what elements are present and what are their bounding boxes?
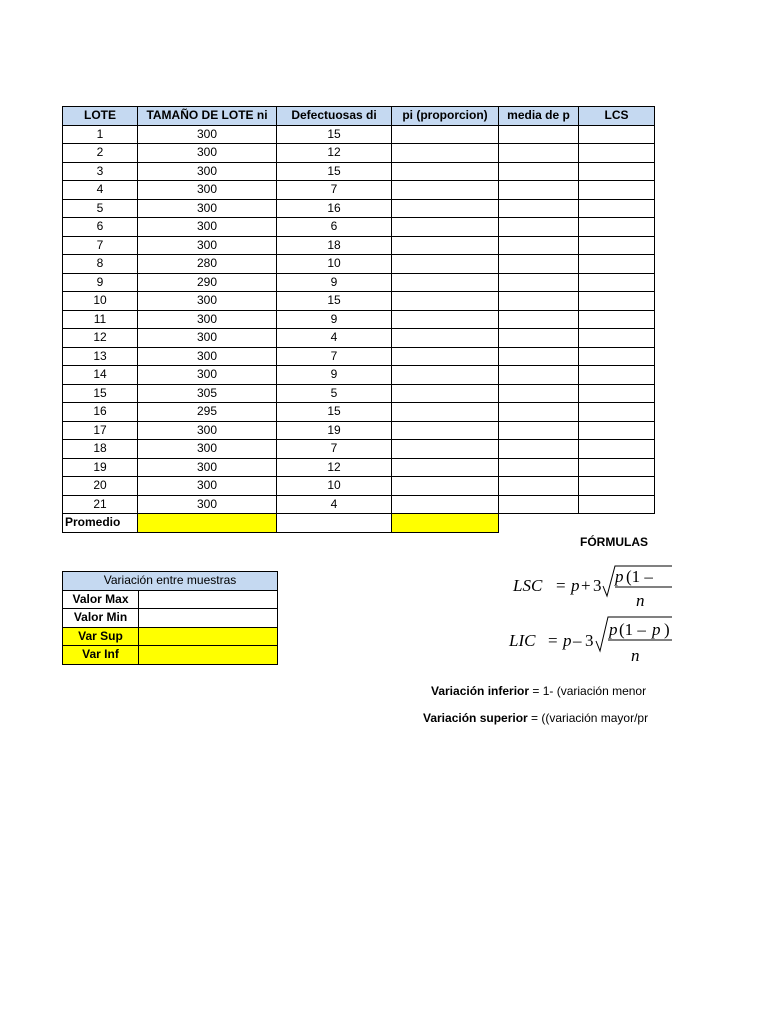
lic-label: LIC <box>509 631 536 650</box>
media-cell[interactable] <box>499 403 579 422</box>
tamano-cell[interactable]: 300 <box>138 162 277 181</box>
lote-cell[interactable]: 21 <box>63 495 138 514</box>
defectuosas-cell[interactable]: 10 <box>277 255 392 274</box>
svg-text:p: p <box>615 567 624 586</box>
table-row <box>63 421 655 440</box>
table-row <box>63 199 655 218</box>
table-row <box>63 366 655 385</box>
lcs-cell[interactable] <box>579 181 655 200</box>
media-cell[interactable] <box>499 162 579 181</box>
valor-min-label: Valor Min <box>63 609 139 628</box>
defectuosas-cell[interactable]: 12 <box>277 144 392 163</box>
tamano-cell[interactable]: 300 <box>138 347 277 366</box>
pi-cell[interactable] <box>392 199 499 218</box>
table-row <box>63 458 655 477</box>
variacion-inferior-label: Variación inferior <box>431 684 530 698</box>
variation-row <box>63 627 278 646</box>
defectuosas-cell[interactable]: 15 <box>277 125 392 144</box>
svg-text:p: p <box>652 620 661 639</box>
lcs-cell[interactable] <box>579 310 655 329</box>
lcs-cell[interactable] <box>579 329 655 348</box>
formulas-title: FÓRMULAS <box>580 535 648 549</box>
empty-cell <box>579 514 655 533</box>
media-cell[interactable] <box>499 144 579 163</box>
variation-row <box>63 646 278 665</box>
svg-text:n: n <box>636 591 645 610</box>
tamano-cell[interactable]: 300 <box>138 477 277 496</box>
var-sup-label: Var Sup <box>63 627 139 646</box>
table-row <box>63 329 655 348</box>
lote-cell[interactable]: 18 <box>63 440 138 459</box>
pi-cell[interactable] <box>392 125 499 144</box>
svg-text:): ) <box>664 620 670 639</box>
pi-cell[interactable] <box>392 236 499 255</box>
table-row <box>63 144 655 163</box>
lcs-cell[interactable] <box>579 218 655 237</box>
defectuosas-cell[interactable]: 7 <box>277 181 392 200</box>
lote-cell[interactable]: 7 <box>63 236 138 255</box>
table-row <box>63 495 655 514</box>
col-header-tamano: TAMAÑO DE LOTE ni <box>138 107 277 126</box>
defectuosas-cell[interactable]: 16 <box>277 199 392 218</box>
pi-cell[interactable] <box>392 218 499 237</box>
defectuosas-cell[interactable]: 4 <box>277 495 392 514</box>
media-cell[interactable] <box>499 181 579 200</box>
lcs-cell[interactable] <box>579 199 655 218</box>
svg-text:p: p <box>571 576 580 595</box>
tamano-cell[interactable]: 290 <box>138 273 277 292</box>
defectuosas-cell[interactable]: 9 <box>277 310 392 329</box>
lcs-cell[interactable] <box>579 347 655 366</box>
media-cell[interactable] <box>499 384 579 403</box>
lsc-label: LSC <box>513 576 543 595</box>
pi-cell[interactable] <box>392 495 499 514</box>
lcs-cell[interactable] <box>579 384 655 403</box>
lote-cell[interactable]: 12 <box>63 329 138 348</box>
lote-cell[interactable]: 1 <box>63 125 138 144</box>
media-cell[interactable] <box>499 366 579 385</box>
media-cell[interactable] <box>499 273 579 292</box>
lcs-cell[interactable] <box>579 458 655 477</box>
pi-cell[interactable] <box>392 384 499 403</box>
lote-cell[interactable]: 8 <box>63 255 138 274</box>
tamano-cell[interactable]: 300 <box>138 310 277 329</box>
svg-text:(1 –: (1 – <box>626 567 653 586</box>
tamano-cell[interactable]: 300 <box>138 329 277 348</box>
variation-title-row <box>63 572 278 591</box>
tamano-cell[interactable]: 300 <box>138 495 277 514</box>
variation-row <box>63 590 278 609</box>
pi-cell[interactable] <box>392 347 499 366</box>
table-row <box>63 347 655 366</box>
svg-text:3: 3 <box>585 631 594 650</box>
variacion-inferior-text: = 1- (variación menor <box>529 684 647 698</box>
tamano-cell[interactable]: 300 <box>138 292 277 311</box>
tamano-cell[interactable]: 300 <box>138 421 277 440</box>
svg-text:p: p <box>563 631 572 650</box>
lcs-cell[interactable] <box>579 477 655 496</box>
svg-text:–: – <box>573 631 582 650</box>
table-row <box>63 440 655 459</box>
variacion-superior-text: = ((variación mayor/pr <box>527 711 649 725</box>
lot-data-table <box>62 106 655 533</box>
media-cell[interactable] <box>499 125 579 144</box>
pi-cell[interactable] <box>392 421 499 440</box>
svg-text:3: 3 <box>593 576 602 595</box>
table-row <box>63 162 655 181</box>
tamano-cell[interactable]: 300 <box>138 458 277 477</box>
table-row <box>63 255 655 274</box>
lote-cell[interactable]: 5 <box>63 199 138 218</box>
col-header-media: media de p <box>499 107 579 126</box>
table-row <box>63 218 655 237</box>
pi-cell[interactable] <box>392 477 499 496</box>
lcs-cell[interactable] <box>579 236 655 255</box>
media-cell[interactable] <box>499 477 579 496</box>
media-cell[interactable] <box>499 347 579 366</box>
defectuosas-cell[interactable]: 9 <box>277 273 392 292</box>
variacion-superior-label: Variación superior <box>423 711 528 725</box>
lcs-cell[interactable] <box>579 440 655 459</box>
table-row <box>63 403 655 422</box>
table-row <box>63 236 655 255</box>
table-row <box>63 292 655 311</box>
defectuosas-cell[interactable]: 12 <box>277 458 392 477</box>
tamano-cell[interactable]: 300 <box>138 181 277 200</box>
empty-cell <box>499 514 579 533</box>
defectuosas-cell[interactable]: 9 <box>277 366 392 385</box>
lote-cell[interactable]: 20 <box>63 477 138 496</box>
tamano-cell[interactable]: 300 <box>138 236 277 255</box>
variacion-inferior-note <box>431 684 657 698</box>
var-inf-cell[interactable] <box>139 646 278 665</box>
svg-text:+: + <box>581 576 591 595</box>
col-header-lcs: LCS <box>579 107 655 126</box>
tamano-cell[interactable]: 300 <box>138 125 277 144</box>
table-row <box>63 310 655 329</box>
pi-cell[interactable] <box>392 162 499 181</box>
valor-max-cell[interactable] <box>139 590 278 609</box>
svg-text:=: = <box>556 576 566 595</box>
defectuosas-cell[interactable]: 10 <box>277 477 392 496</box>
media-cell[interactable] <box>499 421 579 440</box>
table-row <box>63 384 655 403</box>
promedio-row <box>63 514 655 533</box>
defectuosas-cell[interactable]: 19 <box>277 421 392 440</box>
media-cell[interactable] <box>499 329 579 348</box>
defectuosas-cell[interactable]: 15 <box>277 403 392 422</box>
lcs-cell[interactable] <box>579 421 655 440</box>
lcs-cell[interactable] <box>579 144 655 163</box>
promedio-label: Promedio <box>63 514 138 533</box>
lcs-cell[interactable] <box>579 292 655 311</box>
var-sup-cell[interactable] <box>139 627 278 646</box>
variation-title: Variación entre muestras <box>63 572 278 591</box>
valor-min-cell[interactable] <box>139 609 278 628</box>
lcs-cell[interactable] <box>579 125 655 144</box>
pi-cell[interactable] <box>392 292 499 311</box>
variacion-superior-note <box>423 711 656 725</box>
svg-text:n: n <box>631 646 640 665</box>
pi-cell[interactable] <box>392 181 499 200</box>
defectuosas-cell[interactable]: 7 <box>277 347 392 366</box>
valor-max-label: Valor Max <box>63 590 139 609</box>
table-row <box>63 125 655 144</box>
table-header-row <box>63 107 655 126</box>
var-inf-label: Var Inf <box>63 646 139 665</box>
control-limit-formulas <box>505 560 672 668</box>
media-cell[interactable] <box>499 199 579 218</box>
defectuosas-cell[interactable]: 5 <box>277 384 392 403</box>
lcs-cell[interactable] <box>579 273 655 292</box>
lote-cell[interactable]: 3 <box>63 162 138 181</box>
lote-cell[interactable]: 14 <box>63 366 138 385</box>
defectuosas-cell[interactable]: 4 <box>277 329 392 348</box>
col-header-lote: LOTE <box>63 107 138 126</box>
lcs-cell[interactable] <box>579 255 655 274</box>
tamano-cell[interactable]: 305 <box>138 384 277 403</box>
lcs-cell[interactable] <box>579 366 655 385</box>
tamano-cell[interactable]: 300 <box>138 218 277 237</box>
svg-text:(1 –: (1 – <box>619 620 646 639</box>
lote-cell[interactable]: 10 <box>63 292 138 311</box>
lcs-cell[interactable] <box>579 495 655 514</box>
table-row <box>63 181 655 200</box>
tamano-cell[interactable]: 300 <box>138 440 277 459</box>
pi-cell[interactable] <box>392 403 499 422</box>
tamano-cell[interactable]: 300 <box>138 366 277 385</box>
media-cell[interactable] <box>499 292 579 311</box>
table-row <box>63 477 655 496</box>
svg-text:p: p <box>609 620 618 639</box>
pi-cell[interactable] <box>392 440 499 459</box>
tamano-cell[interactable]: 280 <box>138 255 277 274</box>
lote-cell[interactable]: 6 <box>63 218 138 237</box>
lote-cell[interactable]: 11 <box>63 310 138 329</box>
defectuosas-cell[interactable]: 18 <box>277 236 392 255</box>
lote-cell[interactable]: 2 <box>63 144 138 163</box>
lote-cell[interactable]: 19 <box>63 458 138 477</box>
lote-cell[interactable]: 13 <box>63 347 138 366</box>
media-cell[interactable] <box>499 310 579 329</box>
lcs-cell[interactable] <box>579 403 655 422</box>
variation-table <box>62 571 278 665</box>
tamano-cell[interactable]: 300 <box>138 199 277 218</box>
lote-cell[interactable]: 9 <box>63 273 138 292</box>
promedio-defectuosas-cell[interactable] <box>277 514 392 533</box>
pi-cell[interactable] <box>392 310 499 329</box>
lote-cell[interactable]: 4 <box>63 181 138 200</box>
media-cell[interactable] <box>499 458 579 477</box>
promedio-tamano-cell[interactable] <box>138 514 277 533</box>
pi-cell[interactable] <box>392 366 499 385</box>
defectuosas-cell[interactable]: 15 <box>277 162 392 181</box>
defectuosas-cell[interactable]: 15 <box>277 292 392 311</box>
pi-cell[interactable] <box>392 144 499 163</box>
tamano-cell[interactable]: 300 <box>138 144 277 163</box>
pi-cell[interactable] <box>392 273 499 292</box>
media-cell[interactable] <box>499 495 579 514</box>
svg-text:=: = <box>548 631 558 650</box>
pi-cell[interactable] <box>392 329 499 348</box>
media-cell[interactable] <box>499 236 579 255</box>
lote-cell[interactable]: 16 <box>63 403 138 422</box>
media-cell[interactable] <box>499 218 579 237</box>
pi-cell[interactable] <box>392 458 499 477</box>
col-header-pi: pi (proporcion) <box>392 107 499 126</box>
table-row <box>63 273 655 292</box>
media-cell[interactable] <box>499 255 579 274</box>
defectuosas-cell[interactable]: 6 <box>277 218 392 237</box>
defectuosas-cell[interactable]: 7 <box>277 440 392 459</box>
promedio-pi-cell[interactable] <box>392 514 499 533</box>
col-header-defectuosas: Defectuosas di <box>277 107 392 126</box>
media-cell[interactable] <box>499 440 579 459</box>
pi-cell[interactable] <box>392 255 499 274</box>
tamano-cell[interactable]: 295 <box>138 403 277 422</box>
lote-cell[interactable]: 15 <box>63 384 138 403</box>
lcs-cell[interactable] <box>579 162 655 181</box>
variation-row <box>63 609 278 628</box>
lote-cell[interactable]: 17 <box>63 421 138 440</box>
